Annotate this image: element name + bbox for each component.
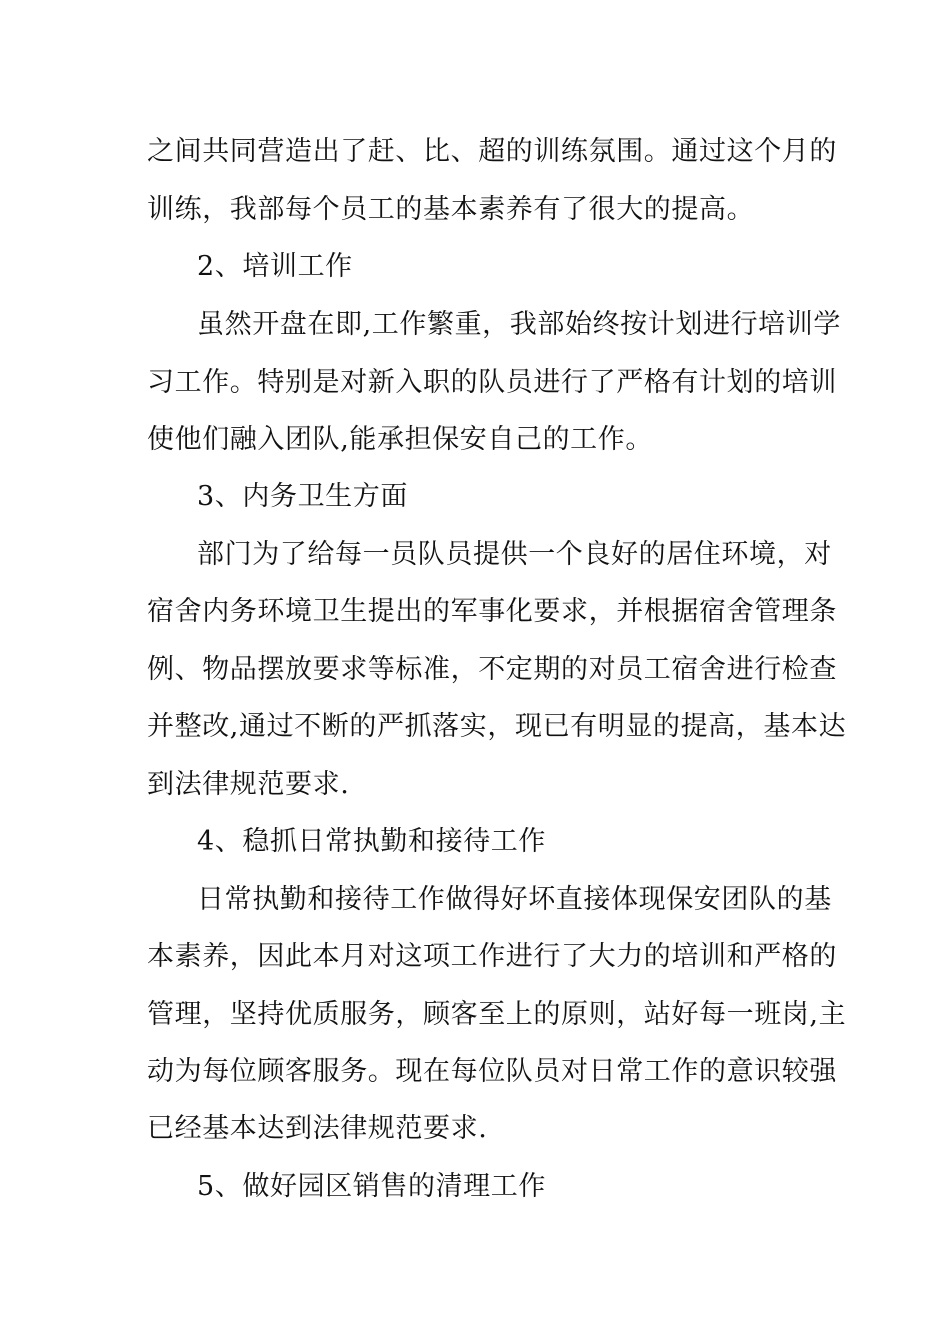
section-heading-sales-cleanup: 5、做好园区销售的清理工作 bbox=[197, 1171, 546, 1202]
paragraph-line: 已经基本达到法律规范要求. bbox=[147, 1113, 488, 1144]
paragraph-line: 训练，我部每个员工的基本素养有了很大的提高。 bbox=[147, 194, 755, 225]
paragraph-line: 宿舍内务环境卫生提出的军事化要求，并根据宿舍管理条 bbox=[147, 596, 837, 627]
paragraph-line: 部门为了给每一员队员提供一个良好的居住环境，对 bbox=[197, 539, 832, 570]
paragraph-line: 例、物品摆放要求等标准，不定期的对员工宿舍进行检查 bbox=[147, 654, 837, 685]
paragraph-line: 并整改,通过不断的严抓落实，现已有明显的提高，基本达 bbox=[147, 711, 847, 742]
paragraph-line: 虽然开盘在即,工作繁重，我部始终按计划进行培训学 bbox=[197, 309, 841, 340]
paragraph-line: 之间共同营造出了赶、比、超的训练氛围。通过这个月的 bbox=[147, 136, 837, 167]
section-heading-training: 2、培训工作 bbox=[197, 251, 353, 282]
paragraph-line: 习工作。特别是对新入职的队员进行了严格有计划的培训 bbox=[147, 367, 837, 398]
section-heading-hygiene: 3、内务卫生方面 bbox=[197, 481, 408, 512]
paragraph-line: 动为每位顾客服务。现在每位队员对日常工作的意识较强 bbox=[147, 1056, 837, 1087]
paragraph-line: 本素养，因此本月对这项工作进行了大力的培训和严格的 bbox=[147, 941, 837, 972]
paragraph-line: 日常执勤和接待工作做得好坏直接体现保安团队的基 bbox=[197, 884, 832, 915]
section-heading-duty: 4、稳抓日常执勤和接待工作 bbox=[197, 826, 546, 857]
paragraph-line: 管理，坚持优质服务，顾客至上的原则，站好每一班岗,主 bbox=[147, 999, 847, 1030]
paragraph-line: 到法律规范要求. bbox=[147, 769, 350, 800]
paragraph-line: 使他们融入团队,能承担保安自己的工作。 bbox=[147, 424, 653, 455]
